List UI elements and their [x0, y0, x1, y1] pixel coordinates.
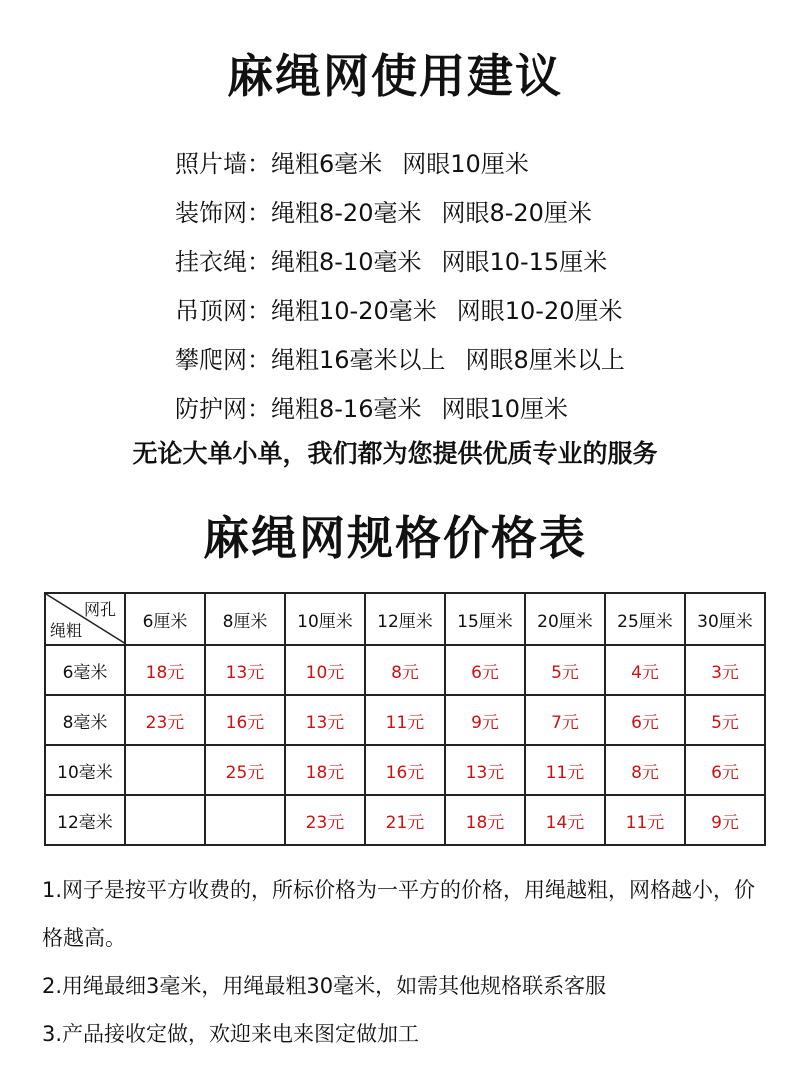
mesh-size: 网眼8-20厘米: [441, 199, 592, 227]
price-cell: 23元: [125, 695, 205, 745]
price-cell: [125, 795, 205, 845]
rope-size: 绳粗10-20毫米: [271, 297, 437, 325]
price-cell: 16元: [205, 695, 285, 745]
rope-size: 绳粗8-16毫米: [271, 395, 422, 423]
row-header: 6毫米: [45, 645, 125, 695]
price-cell: 11元: [365, 695, 445, 745]
rope-size: 绳粗8-10毫米: [271, 248, 422, 276]
mesh-size: 网眼8厘米以上: [465, 346, 625, 374]
rope-size: 绳粗6毫米: [271, 150, 383, 178]
price-cell: 18元: [125, 645, 205, 695]
price-cell: 18元: [445, 795, 525, 845]
price-cell: 18元: [285, 745, 365, 795]
mesh-axis-label: 网孔: [83, 600, 116, 619]
usage-item: [175, 140, 625, 189]
price-cell: 21元: [365, 795, 445, 845]
price-cell: 6元: [685, 745, 765, 795]
usage-item: [175, 189, 625, 238]
usage-list: [175, 140, 625, 434]
price-cell: [125, 745, 205, 795]
price-table: [44, 592, 766, 846]
price-cell: 23元: [285, 795, 365, 845]
usage-item: [175, 385, 625, 434]
note-item: 1.网子是按平方收费的，所标价格为一平方的价格，用绳越粗，网格越小，价格越高。: [42, 878, 756, 950]
column-header: 15厘米: [445, 593, 525, 645]
row-header: 8毫米: [45, 695, 125, 745]
price-cell: 8元: [605, 745, 685, 795]
price-cell: 5元: [685, 695, 765, 745]
price-cell: 13元: [445, 745, 525, 795]
price-cell: 7元: [525, 695, 605, 745]
price-cell: 6元: [445, 645, 525, 695]
price-cell: 11元: [525, 745, 605, 795]
usage-item: [175, 336, 625, 385]
usage-title: 麻绳网使用建议: [227, 49, 563, 103]
price-cell: 10元: [285, 645, 365, 695]
price-cell: [205, 795, 285, 845]
usage-name: 防护网：: [175, 395, 271, 423]
column-header: 12厘米: [365, 593, 445, 645]
usage-item: [175, 287, 625, 336]
price-cell: 4元: [605, 645, 685, 695]
table-row: [45, 645, 765, 695]
usage-name: 照片墙：: [175, 150, 271, 178]
service-slogan: 无论大单小单，我们都为您提供优质专业的服务: [132, 439, 658, 468]
price-cell: 25元: [205, 745, 285, 795]
table-row: [45, 695, 765, 745]
price-cell: 8元: [365, 645, 445, 695]
price-cell: 3元: [685, 645, 765, 695]
usage-name: 装饰网：: [175, 199, 271, 227]
price-cell: 13元: [285, 695, 365, 745]
table-row: [45, 795, 765, 845]
note-item: 2.用绳最细3毫米，用绳最粗30毫米，如需其他规格联系客服: [42, 974, 607, 998]
column-header: 8厘米: [205, 593, 285, 645]
price-cell: 6元: [605, 695, 685, 745]
price-cell: 16元: [365, 745, 445, 795]
rope-size: 绳粗8-20毫米: [271, 199, 422, 227]
price-cell: 9元: [685, 795, 765, 845]
price-table-title: 麻绳网规格价格表: [203, 511, 587, 565]
mesh-size: 网眼10厘米: [441, 395, 569, 423]
column-header: 30厘米: [685, 593, 765, 645]
column-header: 20厘米: [525, 593, 605, 645]
usage-item: [175, 238, 625, 287]
price-cell: 13元: [205, 645, 285, 695]
mesh-size: 网眼10厘米: [402, 150, 529, 178]
usage-name: 攀爬网：: [175, 346, 271, 374]
notes: [42, 866, 762, 1058]
rope-size: 绳粗16毫米以上: [271, 346, 446, 374]
mesh-size: 网眼10-15厘米: [441, 248, 608, 276]
corner-header-cell: [45, 593, 125, 645]
price-cell: 14元: [525, 795, 605, 845]
price-cell: 11元: [605, 795, 685, 845]
usage-name: 吊顶网：: [175, 297, 271, 325]
column-header: 6厘米: [125, 593, 205, 645]
table-header-row: [45, 593, 765, 645]
usage-name: 挂衣绳：: [175, 248, 271, 276]
price-cell: 5元: [525, 645, 605, 695]
mesh-size: 网眼10-20厘米: [456, 297, 623, 325]
rope-axis-label: 绳粗: [50, 621, 83, 640]
row-header: 10毫米: [45, 745, 125, 795]
column-header: 25厘米: [605, 593, 685, 645]
row-header: 12毫米: [45, 795, 125, 845]
column-header: 10厘米: [285, 593, 365, 645]
table-row: [45, 745, 765, 795]
price-cell: 9元: [445, 695, 525, 745]
note-item: 3.产品接收定做，欢迎来电来图定做加工: [42, 1022, 420, 1046]
